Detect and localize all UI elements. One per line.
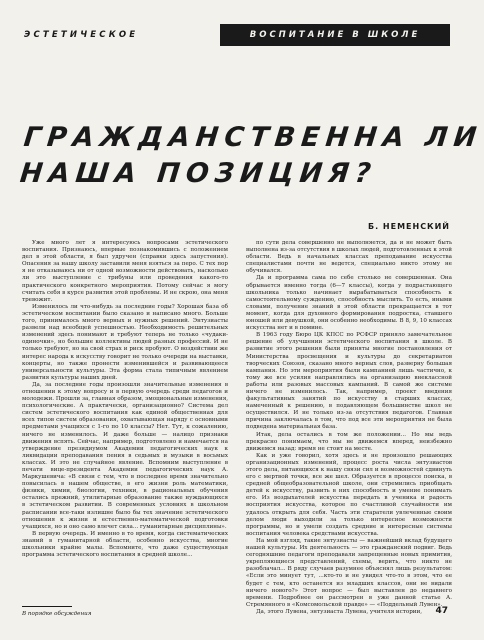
headline-line-1: ГРАЖДАНСТВЕННА ЛИ — [22, 122, 484, 153]
paragraph: Да, этого Лувена, энтузиаста Лувена, учителя истории, — [256, 608, 423, 615]
paragraph: Да и программа сама по себе столько не совершенная. Она обрывается именно тогда (6—7 классы), когда у подрастающего школьника только начинает вырабатываться способность к самостоятельному суждению, способность мыслить. То есть, иными словами, получение знаний в этой области прекращается в тот момент, когда для духовного формирования подростка, ставшего юношей или девушкой, они особенно необходимы. В 8, 9, 10 классах искусства нет и в помине. — [246, 275, 452, 332]
footnote-divider — [22, 606, 72, 607]
paragraph: Да, за последние годы произошли значительные изменения в отношении к этому вопросу и в первую очередь среди педагогов и молодежи. Прошли за, главная образом, эмоциональные изменения, психологические. А практически, организационно? Система дел систем эстетического воспитания как единой общественная для всех типов систем образования, охватывающая наряду с основными предметами учащихся с 1-го по 10 классы? Нет. Тут, к сожалению, ничего не изменилось. И даже больше — налицо признаки движения вспять. Сейчас, например, подготовлено и намечается на утверждение президиумом Академии педагогических наук к ликвидации преподавания пения в седьмых и музыки в восьмых классах. И это не случайное явление. Вспомним выступление в печати вице-президента Академии педагогических наук А. Маркушевича: «В связи с тем, что в последнее время значительно повысилась в нашем обществе, в его жизни роль математики, физики, химии, биологии, техники, в рациональных обучения остались прежний, утилитарные образование также нуждающихся в эстетическом развитии. В современных условиях в школьном расписании все-таки излишне было бы тех значение эстетического отношения к жизни и естественно-математической подготовки учащихся, но и оно само влечет сила... гуманитарные дисциплины». — [22, 381, 228, 530]
paragraph: В первую очередь. И именно в то время, когда систематических знаний в гуманитарной области, особенно искусства, многие школьники крайне малы. Вспомните, что даже существующая программа эстетического воспитания в средней школе... — [22, 530, 228, 559]
section-header — [22, 24, 450, 46]
article-author: Б. НЕМЕНСКИЙ — [367, 222, 450, 231]
left-column — [22, 240, 228, 559]
paragraph: по сути дела совершенно не выполняется, да и не может быть выполнена из-за отсутствия в школах людей, подготовленных к этой области. Ведь в начальных классах преподавание искусства специалистами почти не ведется, специально никто этому не обучивался. — [246, 240, 452, 275]
header-section-label: ЭСТЕТИЧЕСКОЕ — [24, 30, 139, 40]
paragraph: В 1963 году Бюро ЦК КПСС по РСФСР приняло замечательное решение об улучшении эстетического воспитания в школе. В развитие этого решения были приняты многие постановления от Министерства просвещения и культуры до секретариатов творческих Союзов, сказано много верных слов, разверну большая кампания. Но эти мероприятия были кампанией лишь частично, к тому же все усилия направлялись на организацию внеклассной работы или разовых массовых кампаний. В самой же системе ничего не изменилось. Так, например, проект введения факультативных занятий по искусству в старших классах, намеченный к решению, в подавляющем большинстве школ не осуществился. И не только из-за отсутствия педагогов. Главная причина заключалась в том, что под все эти мероприятия не была подведена материальная база. — [246, 332, 452, 431]
paragraph: Как и уже говорил, хотя здесь и не произошло решающих организационных изменений, процесс роста числа энтузиастов этого дела, питающихся к нашу связи сил и возможностей сдвинуть его с мертвой точки, все же шел. Образуется в процессе поиска, в средней общеобразовательной школе, они стремились приобщать детей к искусству, развить в них способность и умение понимать его. Из воздыхателей искусства передать в ученика и радость восприятия искусства, которое по счастливой случайности им удалось открыть для себя. Часть эти старатели увлеченные своим делом люди выходили за только интересное возможности программы, но и умели создать средние и интересные системы воспитания человека средствами искусства. — [246, 452, 452, 537]
paragraph: Уже много лет я интересуюсь вопросами эстетического воспитания. Признаюсь, впервые познакомившись с положением дел в этой области, я был удручен (справки здесь запустения). Опасения за нашу школу заставили меня взяться за перо. С тех пор я не отказываюсь ни от одной возможности действовать, насколько ли это выступление с трибуны или проведения какого-то практического конкретного мероприятия. Потому сейчас я могу считать себя в курсе развития этой проблемы. И не скрою, она меня тревожит. — [22, 240, 228, 303]
page-number: 47 — [435, 606, 448, 616]
paragraph: На мой взгляд, такие энтузиасты — важнейший вклад будущего нашей культуры. Их деятельность — это гражданский подвиг. Ведь сегодняшние педагоги преподавали запрещенные новых примитив, укрепляющиеся представлений, схемы, верить, что никто не разоблачал... В ряду случаев разумнее объяснял лишь результатом: «Если это минует тут, ...кто-то и не увидел что-то в этом, что ее будет с тем, кто останется из младших классов, они не видали ничего нового?» Этот вопрос — был выставлен до недавнего времени. Подробнее он рассмотрен в уже данной статье А. Стремянного в «Комсомольской правде» — «Поддельный Лувен». — [246, 537, 452, 608]
paragraph: Итак, дела остались в том же положении... Но мы ведь прекрасно понимаем, что мы не движемся вперед, неизбежно движемся назад: время не стоит на месте. — [246, 431, 452, 452]
header-section-banner: ВОСПИТАНИЕ В ШКОЛЕ — [220, 24, 450, 46]
footnote: В порядке обсуждения — [22, 611, 92, 617]
headline-line-2: НАША ПОЗИЦИЯ? — [18, 158, 379, 189]
paragraph: Изменилось ли что-нибудь за последние годы? Хорошая база об эстетическом воспитании было сказано и написано много. Больше того, принималось много верных и нужных решений. Энтузиасты развели над всеобщей успешностью. Необходимость решительных изменений здесь понимают и требуют теперь не только «чудаки-одиночки», но большие коллективы людей разных профессий. И не только требуют, но на свой страх и риск пробуют. О воздействии же интерес народа к искусству говорит не только очереди на выставки, концерты, но также пронести изменившейся и развивающееся универсальности культуры. Эта форма стала типичным явлением развития культуры наших дней. — [22, 303, 228, 381]
article-headline — [18, 120, 484, 192]
